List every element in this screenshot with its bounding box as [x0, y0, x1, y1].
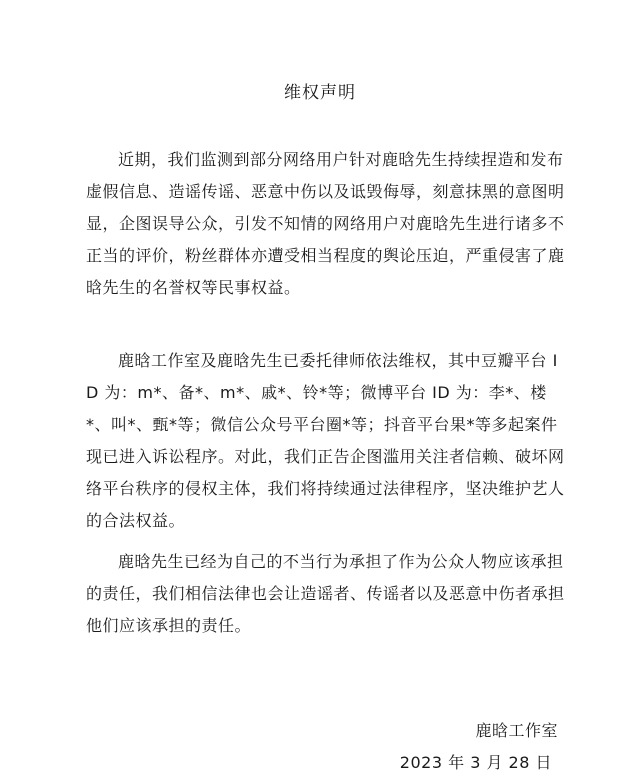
document-title: 维权声明 — [284, 83, 356, 103]
signature: 鹿晗工作室 — [475, 721, 558, 740]
paragraph-2: 鹿晗工作室及鹿晗先生已委托律师依法维权，其中豆瓣平台 ID 为：m*、备*、m*、戚*、铃*等；微博平台 ID 为：李*、楼*、叫*、甄*等；微信公众号平台圈*等；抖音平台果*等多起案件现已进入诉讼程序。对此，我们正告企图滥用关注者信赖、破坏网络平台秩序的侵权主体，我们将持续通过法律程序，坚决维护艺人的合法权益。 — [86, 351, 565, 530]
signature-date: 2023 年 3 月 28 日 — [399, 753, 552, 772]
paragraph-1: 近期，我们监测到部分网络用户针对鹿晗先生持续捏造和发布虚假信息、造谣传谣、恶意中伤以及诋毁侮辱，刻意抹黑的意图明显，企图误导公众，引发不知情的网络用户对鹿晗先生进行诸多不正当的评价，粉丝群体亦遭受相当程度的舆论压迫，严重侵害了鹿晗先生的名誉权等民事权益。 — [86, 150, 565, 297]
paragraph-3: 鹿晗先生已经为自己的不当行为承担了作为公众人物应该承担的责任，我们相信法律也会让造谣者、传谣者以及恶意中伤者承担他们应该承担的责任。 — [86, 552, 565, 635]
